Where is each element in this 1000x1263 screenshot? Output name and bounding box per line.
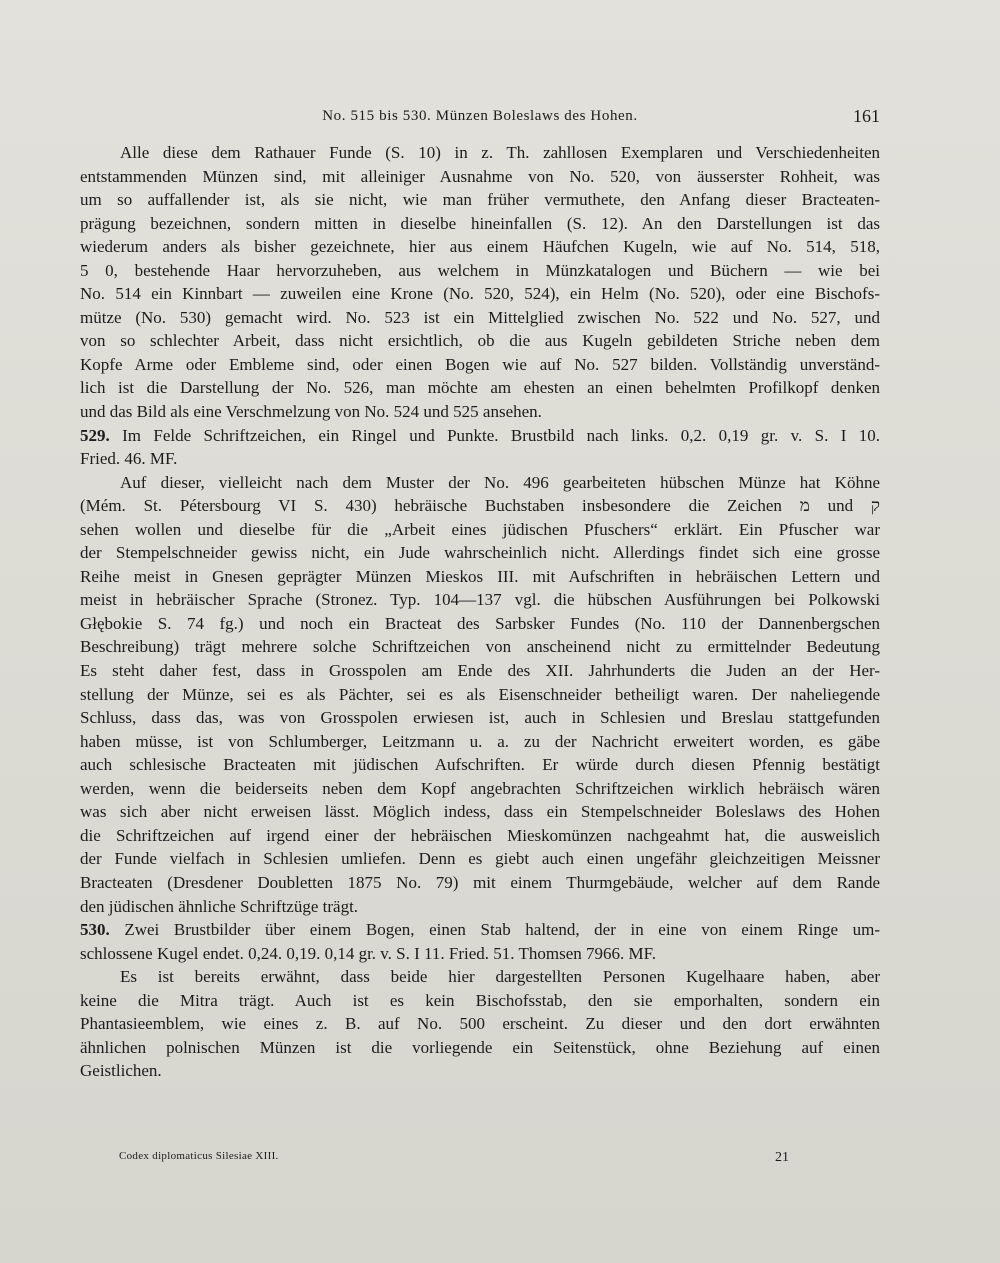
line-text: schlossene Kugel endet. 0,24. 0,19. 0,14 gr. v. S. I 11. Fried. 51. Thomsen 7966. MF. — [80, 943, 656, 963]
text-line — [80, 541, 880, 565]
text-line — [80, 353, 880, 377]
text-line — [80, 942, 880, 966]
line-text: entstammenden Münzen sind, mit alleiniger Ausnahme von No. 520, von äusserster Rohheit, was — [80, 166, 880, 186]
line-text: Im Felde Schriftzeichen, ein Ringel und Punkte. Brustbild nach links. 0,2. 0,19 gr. v. S. I 10. — [122, 425, 880, 445]
text-line — [80, 565, 880, 589]
text-line — [80, 447, 880, 471]
line-text: Phantasieemblem, wie eines z. B. auf No. 500 erscheint. Zu dieser und den dort erwähnten — [80, 1014, 880, 1034]
line-text: stellung der Münze, sei es als Pächter, sei es als Eisenschneider betheiligt waren. Der naheliegende — [80, 684, 880, 704]
line-text: was sich aber nicht erweisen lässt. Möglich indess, dass ein Stempelschneider Boleslaws des Hohen — [80, 802, 880, 822]
line-text: (Mém. St. Pétersbourg VI S. 430) hebräische Buchstaben insbesondere die Zeichen מ und ק — [80, 496, 880, 516]
line-text: der Funde vielfach in Schlesien umliefen. Denn es giebt auch einen ungefähr gleichzeitigen Meissner — [80, 849, 880, 869]
text-line — [80, 824, 880, 848]
text-line — [80, 753, 880, 777]
line-text: Alle diese dem Rathauer Funde (S. 10) in z. Th. zahllosen Exemplaren und Verschiedenheiten — [120, 143, 880, 162]
line-text: haben müsse, ist von Schlumberger, Leitzmann u. a. zu der Nachricht erweitert worden, es gäbe — [80, 731, 880, 751]
line-text: Głębokie S. 74 fg.) und noch ein Bracteat des Sarbsker Fundes (No. 110 der Dannenbergschen — [80, 613, 880, 633]
text-line — [80, 965, 880, 989]
text-line — [80, 989, 880, 1013]
text-line — [80, 471, 880, 495]
line-text: No. 514 ein Kinnbart — zuweilen eine Krone (No. 520, 524), ein Helm (No. 520), oder eine Bischofs- — [80, 284, 880, 304]
text-line — [80, 424, 880, 448]
text-line — [80, 847, 880, 871]
text-line — [80, 259, 880, 283]
line-text: Reihe meist in Gnesen geprägter Münzen Mieskos III. mit Aufschriften in hebräischen Lettern und — [80, 566, 880, 586]
page-number: 161 — [853, 106, 880, 126]
body-text — [80, 141, 880, 1083]
line-text: meist in hebräischer Sprache (Stronez. Typ. 104—137 vgl. die hübschen Ausführungen bei Polkowski — [80, 590, 880, 610]
line-text: Beschreibung) trägt mehrere solche Schriftzeichen von anscheinend nicht zu ermittelnder Bedeutung — [80, 637, 880, 657]
text-line — [80, 165, 880, 189]
line-text: der Stempelschneider gewiss nicht, ein Jude wahrscheinlich nicht. Allerdings findet sich eine grosse — [80, 543, 880, 563]
text-line — [80, 706, 880, 730]
text-line — [80, 235, 880, 259]
text-line — [80, 282, 880, 306]
line-text: sehen wollen und dieselbe für die „Arbeit eines jüdischen Pfuschers“ erklärt. Ein Pfuscher war — [80, 519, 880, 539]
text-line — [80, 683, 880, 707]
line-text: die Schriftzeichen auf irgend einer der hebräischen Mieskomünzen nachgeahmt hat, die ausweislich — [80, 825, 880, 845]
text-line — [80, 376, 880, 400]
footer-signature-mark: 21 — [775, 1150, 789, 1165]
line-text: auch schlesische Bracteaten mit jüdischen Aufschriften. Er würde durch diesen Pfennig bestätigt — [80, 755, 880, 775]
text-line — [80, 212, 880, 236]
line-text: prägung bezeichnen, sondern mitten in dieselbe hineinfallen (S. 12). An den Darstellungen ist das — [80, 213, 880, 233]
line-text: und das Bild als eine Verschmelzung von No. 524 und 525 ansehen. — [80, 402, 542, 422]
text-line — [80, 895, 880, 919]
text-line — [80, 871, 880, 895]
line-text: um so auffallender ist, als sie nicht, wie man früher vermuthete, den Anfang dieser Bracteaten- — [80, 190, 880, 210]
line-text: Es ist bereits erwähnt, dass beide hier dargestellten Personen Kugelhaare haben, aber — [120, 967, 880, 987]
text-line — [80, 1059, 880, 1083]
line-text: Es steht daher fest, dass in Grosspolen am Ende des XII. Jahrhunderts die Juden an der Her- — [80, 661, 880, 681]
entry-number: 529. — [80, 425, 110, 445]
text-line — [80, 612, 880, 636]
line-text: 5 0, bestehende Haar hervorzuheben, aus welchem in Münzkatalogen und Büchern — wie bei — [80, 260, 880, 280]
text-line — [80, 494, 880, 518]
line-text: den jüdischen ähnliche Schriftzüge trägt. — [80, 896, 359, 916]
line-text: keine die Mitra trägt. Auch ist es kein Bischofsstab, den sie emporhalten, sondern ein — [80, 990, 880, 1010]
page-header — [80, 106, 880, 128]
line-text: lich ist die Darstellung der No. 526, man möchte am ehesten an einen behelmten Profilkopf denken — [80, 378, 880, 398]
line-text: werden, wenn die beiderseits neben dem Kopf angebrachten Schriftzeichen wirklich hebräisch wären — [80, 778, 880, 798]
page-footer — [80, 1150, 880, 1168]
text-line — [80, 800, 880, 824]
line-text: Schluss, dass das, was von Grosspolen erwiesen ist, auch in Schlesien und Breslau stattgefunden — [80, 708, 880, 728]
entry-number: 530. — [80, 920, 110, 940]
text-line — [80, 188, 880, 212]
text-line — [80, 306, 880, 330]
text-line — [80, 635, 880, 659]
line-text: von so schlechter Arbeit, dass nicht ersichtlich, ob die aus Kugeln gebildeten Striche neben dem — [80, 331, 880, 351]
footer-series-title: Codex diplomaticus Silesiae XIII. — [119, 1150, 279, 1162]
text-line — [80, 730, 880, 754]
line-text: wiederum anders als bisher gezeichnete, hier aus einem Häufchen Kugeln, wie auf No. 514, 518, — [80, 237, 880, 257]
text-line — [80, 400, 880, 424]
running-title: No. 515 bis 530. Münzen Boleslaws des Hohen. — [322, 108, 638, 124]
line-text: ähnlichen polnischen Münzen ist die vorliegende ein Seitenstück, ohne Beziehung auf einen — [80, 1037, 880, 1057]
line-text: Zwei Brustbilder über einem Bogen, einen Stab haltend, der in eine von einem Ringe um- — [124, 920, 880, 940]
text-line — [80, 659, 880, 683]
text-line — [80, 141, 880, 165]
text-line — [80, 1012, 880, 1036]
line-text: mütze (No. 530) gemacht wird. No. 523 ist ein Mittelglied zwischen No. 522 und No. 527, und — [80, 307, 880, 327]
line-text: Geistlichen. — [80, 1061, 162, 1081]
text-line — [80, 777, 880, 801]
line-text: Auf dieser, vielleicht nach dem Muster der No. 496 gearbeiteten hübschen Münze hat Köhne — [120, 472, 880, 492]
text-line — [80, 588, 880, 612]
line-text: Fried. 46. MF. — [80, 449, 178, 469]
text-line — [80, 918, 880, 942]
text-line — [80, 1036, 880, 1060]
text-line — [80, 329, 880, 353]
text-line — [80, 518, 880, 542]
line-text: Bracteaten (Dresdener Doubletten 1875 No. 79) mit einem Thurmgebäude, welcher auf dem Rande — [80, 872, 880, 892]
line-text: Kopfe Arme oder Embleme sind, oder einen Bogen wie auf No. 527 bilden. Vollständig unverständ- — [80, 354, 880, 374]
